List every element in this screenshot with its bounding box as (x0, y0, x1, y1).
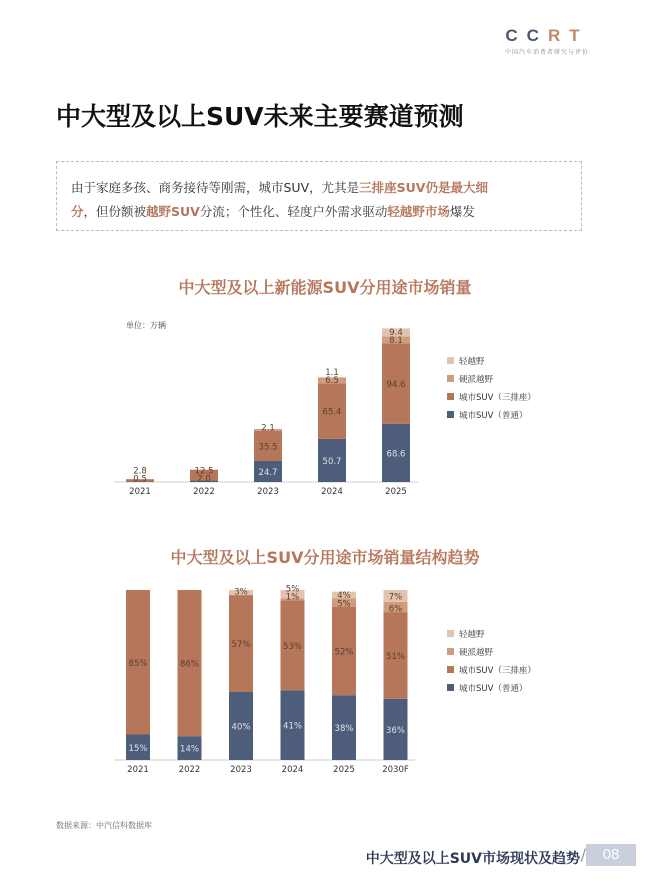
chart2-structure-trend (0, 580, 650, 795)
data-label-2022-s1: 12.5 (194, 466, 214, 477)
data-label-2024-s2: 6.5 (325, 375, 339, 386)
data-label-2030F-s1: 51% (386, 651, 405, 662)
note-line-1: 由于家庭多孩、商务接待等刚需，城市SUV，尤其是三排座SUV仍是最大细 (71, 180, 488, 195)
data-label-2025-s1: 94.6 (386, 379, 406, 390)
legend-label-2: 城市SUV（三排座） (459, 666, 536, 676)
data-label-2023-s1: 57% (231, 640, 251, 651)
chart1-sales-volume (0, 310, 650, 540)
legend-swatch-0 (447, 357, 454, 364)
legend-label-0: 轻越野 (459, 630, 485, 640)
tick-label-2025: 2025 (385, 487, 407, 497)
legend-swatch-2 (447, 393, 454, 400)
data-label-2030F-s0: 36% (386, 725, 405, 736)
legend-swatch-3 (447, 411, 454, 418)
data-label-2021-s1: 85% (128, 658, 148, 669)
data-label-2030F-s3: 7% (388, 592, 403, 603)
ccrt-logo (492, 26, 602, 56)
note-line-2: 分，但份额被越野SUV分流；个性化、轻度户外需求驱动轻越野市场爆发 (71, 204, 475, 219)
data-label-2025-s3: 9.4 (389, 327, 403, 338)
data-label-2025-s2: 8.1 (389, 335, 403, 346)
legend-label-3: 城市SUV（普通） (459, 411, 528, 421)
tick-label-2023: 2023 (230, 765, 252, 775)
tick-label-2024: 2024 (321, 487, 343, 497)
data-label-2024-s3: 1.1 (325, 367, 339, 378)
data-label-2024-s1: 65.4 (322, 407, 342, 418)
data-label-2025-s3: 4% (337, 591, 351, 601)
legend-label-1: 硬派越野 (459, 375, 494, 385)
data-source: 数据来源：中汽信科数据库 (56, 821, 152, 830)
legend-label-3: 城市SUV（普通） (459, 684, 528, 694)
data-label-2022-s0: 14% (180, 744, 199, 755)
data-label-2024-s0: 41% (283, 721, 302, 732)
data-label-2030F-s2: 6% (388, 604, 403, 615)
tick-label-2022: 2022 (178, 765, 201, 775)
data-label-2021-s0: 0.5 (133, 474, 147, 485)
tick-label-2025: 2025 (333, 765, 355, 775)
data-label-2025-s2: 5% (337, 599, 351, 610)
unit-label: 单位：万辆 (126, 321, 166, 330)
summary-note (56, 161, 582, 231)
page-number: 08 (586, 844, 636, 866)
data-label-2023-s1: 35.5 (258, 442, 278, 453)
chart1-title: 中大型及以上新能源SUV分用途市场销量 (178, 278, 472, 297)
data-label-2023-s0: 40% (231, 722, 251, 733)
data-label-2024-s3: 5% (285, 584, 300, 595)
tick-label-2030F: 2030F (382, 765, 409, 775)
logo-subtitle: 中国汽车消费者研究与评价 (504, 49, 589, 56)
legend-swatch-1 (447, 648, 454, 655)
tick-label-2021: 2021 (127, 765, 149, 775)
legend-swatch-2 (447, 666, 454, 673)
legend-label-1: 硬派越野 (459, 648, 494, 658)
footer-divider: / (580, 845, 586, 864)
data-label-2021-s0: 15% (128, 743, 148, 754)
data-label-2025-s0: 38% (334, 724, 354, 735)
tick-label-2024: 2024 (281, 765, 304, 775)
legend-swatch-1 (447, 375, 454, 382)
legend-swatch-3 (447, 684, 454, 691)
data-label-2023-s2: 2.1 (261, 423, 275, 434)
data-label-2025-s0: 68.6 (386, 449, 406, 460)
data-label-2024-s0: 50.7 (322, 456, 342, 467)
legend-label-2: 城市SUV（三排座） (459, 393, 536, 403)
tick-label-2021: 2021 (129, 487, 151, 497)
data-label-2022-s1: 86% (180, 659, 199, 670)
data-label-2023-s3: 3% (234, 587, 248, 598)
data-label-2024-s2: 1% (285, 592, 300, 603)
data-label-2025-s1: 52% (334, 647, 354, 658)
data-label-2021-s1: 2.8 (133, 466, 147, 477)
tick-label-2022: 2022 (193, 487, 215, 497)
data-label-2023-s0: 24.7 (258, 468, 278, 479)
footer-title: 中大型及以上SUV市场现状及趋势 (365, 851, 580, 867)
chart2-title: 中大型及以上SUV分用途市场销量结构趋势 (170, 548, 480, 567)
tick-label-2023: 2023 (257, 487, 279, 497)
page-title: 中大型及以上SUV未来主要赛道预测 (56, 102, 464, 131)
legend-label-0: 轻越野 (459, 357, 485, 367)
legend-swatch-0 (447, 630, 454, 637)
data-label-2024-s1: 53% (283, 641, 302, 652)
data-label-2022-s0: 2.0 (197, 474, 211, 485)
logo-mark: CCRT (505, 26, 589, 45)
